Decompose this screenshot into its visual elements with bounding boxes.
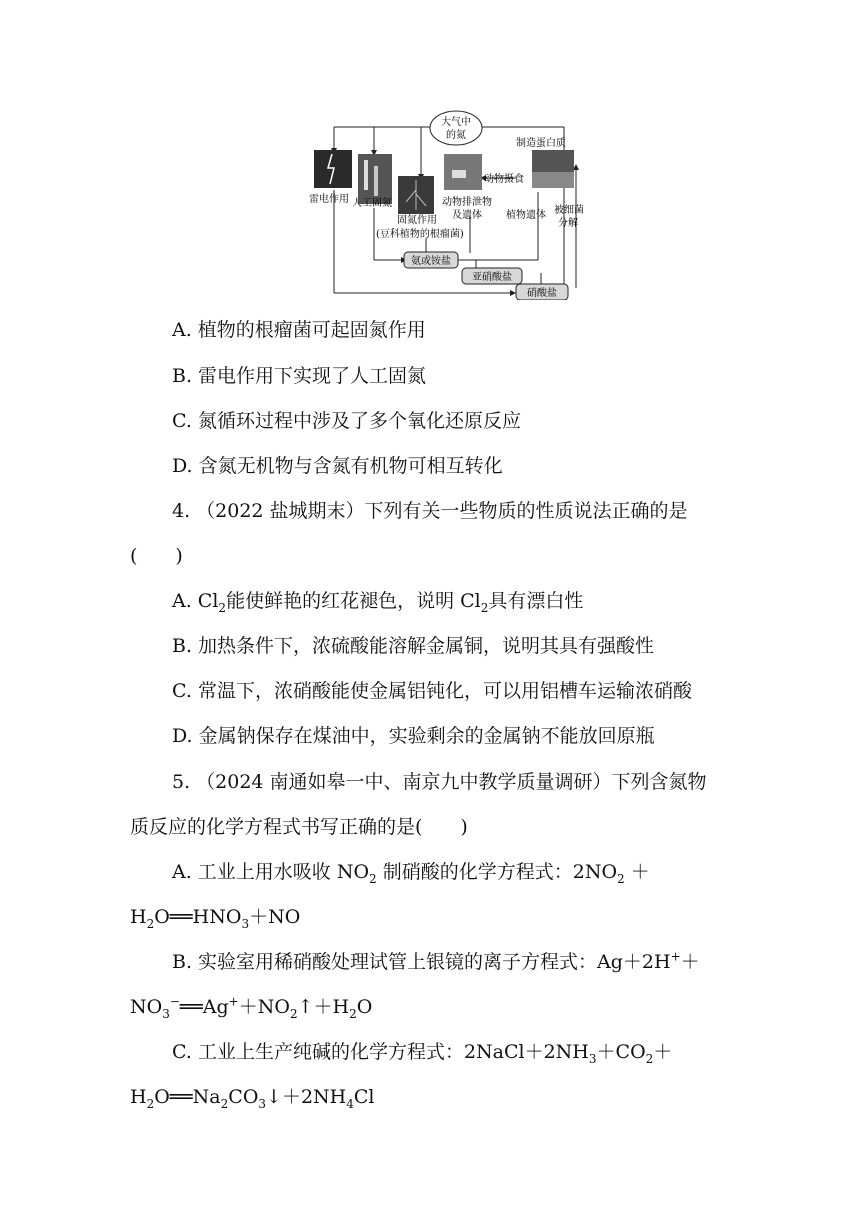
q5-option-b-line2: $NO_3^-══Ag^++NO_2↑+H_2O$ [130, 994, 373, 1021]
q4-option-a: A. $Cl_2$能使鲜艳的红花褪色，说明 $Cl_2$具有漂白性 [172, 590, 584, 615]
q4-answer-paren: ( ) [130, 545, 183, 567]
q5-stem-line1: 5. （2024 南通如皋一中、南京九中教学质量调研）下列含氮物 [172, 771, 707, 793]
atmosphere-label-2: 的氮 [446, 130, 466, 141]
animal-eat-label: 动物摄食 [484, 174, 524, 185]
q5-stem-line2: 质反应的化学方程式书写正确的是( ) [130, 816, 468, 838]
q3-option-c: C. 氮循环过程中涉及了多个氧化还原反应 [172, 410, 521, 432]
q3-option-b: B. 雷电作用下实现了人工固氮 [172, 365, 427, 387]
bacteria-label-2: 分解 [558, 218, 578, 229]
protein-label: 制造蛋白质 [516, 138, 566, 149]
q5-option-a-line1: A. 工业上用水吸收 $NO_2$ 制硝酸的化学方程式：$2NO_2$ ＋ [172, 861, 650, 886]
nitrogen-cycle-diagram [306, 110, 586, 300]
fixation-label: 固氮作用 [397, 215, 437, 226]
animal-waste-label-1: 动物排泄物 [442, 197, 492, 208]
industrial-fixation-label: 人工固氮 [352, 198, 392, 209]
q5-option-c-line1: C. 工业上生产纯碱的化学方程式：$2NaCl+2NH_3+CO_2+$ [172, 1041, 673, 1066]
q5-option-c-line2: $H_2O══Na_2CO_3↓+2NH_4Cl$ [130, 1086, 375, 1111]
plant-remains-label: 植物遗体 [506, 210, 546, 221]
q3-option-a: A. 植物的根瘤菌可起固氮作用 [172, 319, 426, 341]
bacteria-label-1: 被细菌 [554, 205, 584, 216]
q4-stem: 4. （2022 盐城期末）下列有关一些物质的性质说法正确的是 [172, 500, 688, 522]
nitrite-box: 亚硝酸盐 [472, 272, 512, 283]
q5-option-b-line1: B. 实验室用稀硝酸处理试管上银镜的离子方程式：Ag＋2H+＋ [172, 949, 700, 973]
lightning-label: 雷电作用 [309, 194, 349, 205]
fixation-note: (豆科植物的根瘤菌) [376, 229, 464, 240]
q5-option-a-line2: $H_2O══HNO_3+NO$ [130, 906, 301, 931]
animal-waste-label-2: 及遗体 [452, 210, 482, 221]
q4-option-d: D. 金属钠保存在煤油中，实验剩余的金属钠不能放回原瓶 [172, 725, 655, 747]
nitrate-box: 硝酸盐 [527, 288, 557, 299]
q4-option-b: B. 加热条件下，浓硫酸能溶解金属铜，说明其具有强酸性 [172, 635, 655, 657]
ammonia-box: 氨或铵盐 [411, 256, 451, 267]
q4-option-c: C. 常温下，浓硝酸能使金属铝钝化，可以用铝槽车运输浓硝酸 [172, 680, 692, 702]
atmosphere-label-1: 大气中 [441, 117, 471, 128]
q3-option-d: D. 含氮无机物与含氮有机物可相互转化 [172, 455, 503, 477]
